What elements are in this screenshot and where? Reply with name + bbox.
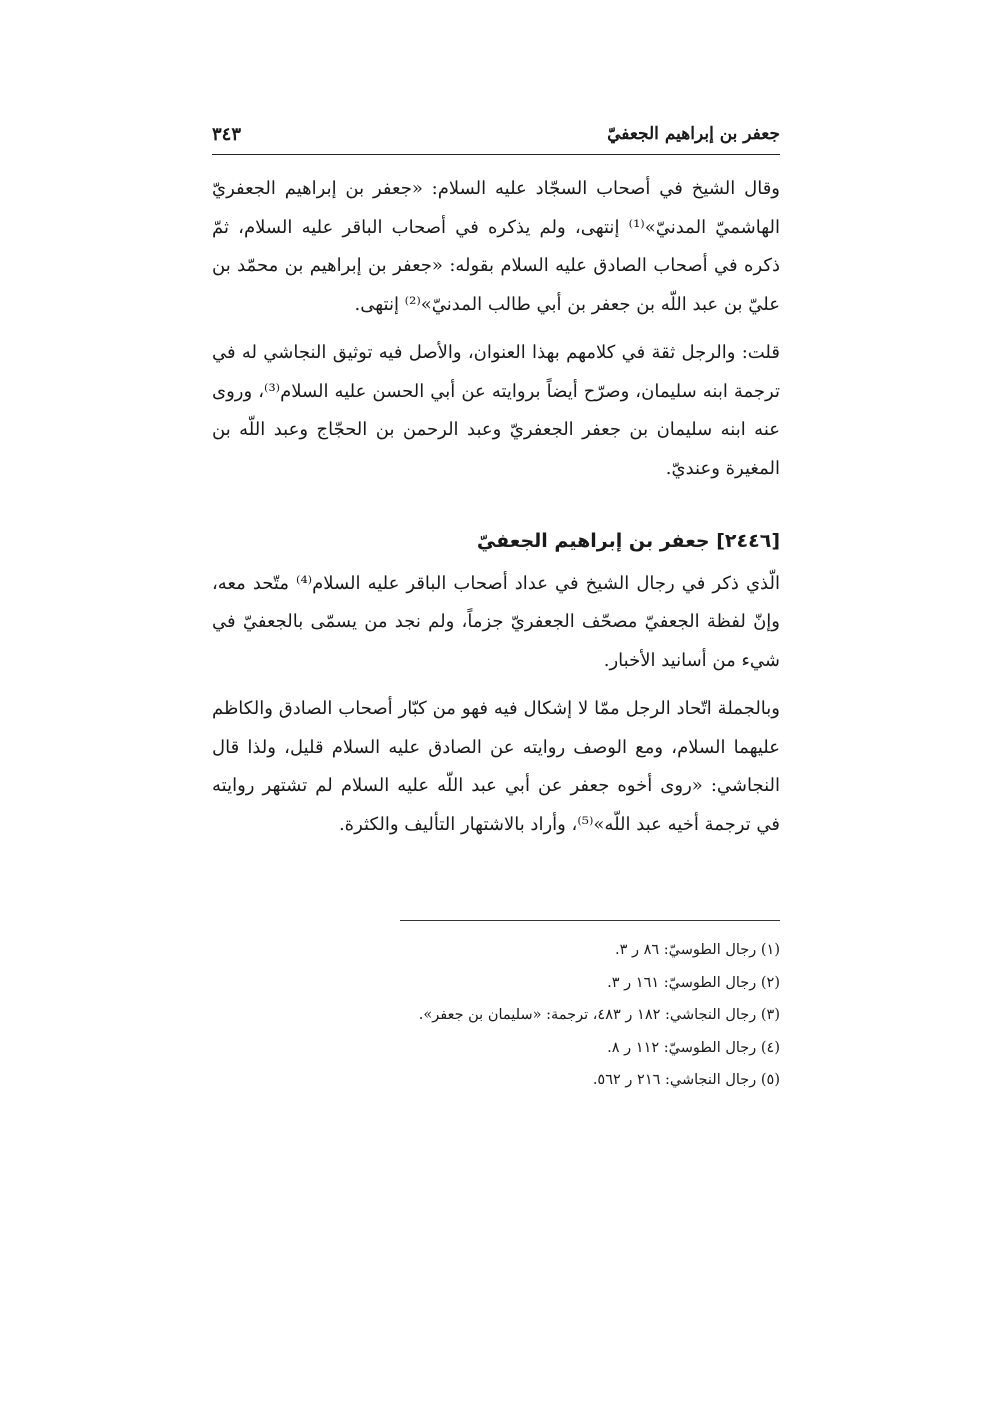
main-text: [212, 170, 780, 844]
footnote: (١) رجال الطوسيّ: ٨٦ ر ٣.: [614, 942, 780, 958]
paragraph: وقال الشيخ في أصحاب السجّاد عليه السلام: «جعفر بن إبراهيم الجعفريّ الهاشميّ المدنيّ»⁽¹⁾ إنتهى، ولم يذكره في أصحاب الباقر عليه السلام، ثمّ ذكره في أصحاب الصادق عليه السلام بقوله: «جعفر بن إبراهيم بن محمّد بن عليّ بن عبد اللّه بن جعفر بن أبي طالب المدنيّ»⁽²⁾ إنتهى.: [212, 178, 781, 315]
page-header: [212, 118, 780, 152]
entry-heading: [٢٤٤٦] جعفر بن إبراهيم الجعفيّ: [476, 530, 780, 552]
footnote-divider: [400, 920, 780, 921]
paragraph: قلت: والرجل ثقة في كلامهم بهذا العنوان، والأصل فيه توثيق النجاشي له في ترجمة ابنه سليمان، وصرّح أيضاً بروايته عن أبي الحسن عليه السلام⁽³⁾، وروى عنه ابنه سليمان بن جعفر الجعفريّ وعبد الرحمن بن الحجّاج وعبد اللّه بن المغيرة وعنديّ.: [212, 342, 781, 479]
header-divider: [212, 154, 780, 155]
footnote: (٣) رجال النجاشي: ١٨٢ ر ٤٨٣، ترجمة: «سليمان بن جعفر».: [418, 1007, 780, 1023]
footnote: (٥) رجال النجاشي: ٢١٦ ر ٥٦٢.: [592, 1072, 780, 1088]
running-title: جعفر بن إبراهيم الجعفيّ: [607, 124, 780, 144]
footnotes: [380, 934, 780, 1097]
entry-paragraph: الّذي ذكر في رجال الشيخ في عداد أصحاب الباقر عليه السلام⁽⁴⁾ متّحد معه، وإنّ لفظة الجعفيّ مصحّف الجعفريّ جزماً، ولم نجد من يسمّى بالجعفيّ في شيء من أسانيد الأخبار.: [212, 572, 780, 671]
entry-paragraph: وبالجملة اتّحاد الرجل ممّا لا إشكال فيه فهو من كبّار أصحاب الصادق والكاظم عليهما السلام، ومع الوصف روايته عن الصادق عليه السلام قليل، ولذا قال النجاشي: «روى أخوه جعفر عن أبي عبد اللّه عليه السلام لم تشتهر روايته في ترجمة أخيه عبد اللّه»⁽⁵⁾، وأراد بالاشتهار التأليف والكثرة.: [212, 698, 780, 835]
page-number: ٣٤٣: [212, 124, 242, 145]
footnote: (٤) رجال الطوسيّ: ١١٢ ر ٨.: [607, 1039, 780, 1056]
footnote: (٢) رجال الطوسيّ: ١٦١ ر ٣.: [607, 974, 780, 991]
